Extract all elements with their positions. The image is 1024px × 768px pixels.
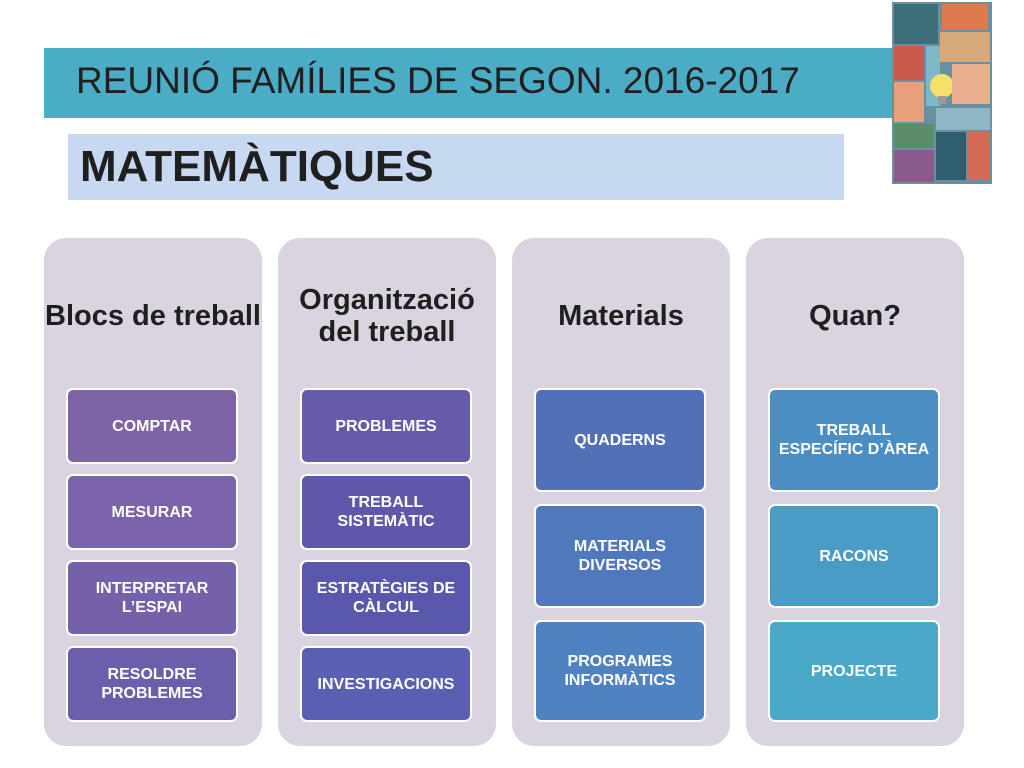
column-heading: Organització del treball: [299, 284, 475, 348]
item-quaderns: QUADERNS: [534, 388, 706, 492]
item-treball-especific-area: TREBALL ESPECÍFIC D’ÀREA: [768, 388, 940, 492]
column-heading: Materials: [558, 300, 684, 332]
item-racons: RACONS: [768, 504, 940, 608]
item-resoldre-problemes: RESOLDRE PROBLEMES: [66, 646, 238, 722]
item-problemes: PROBLEMES: [300, 388, 472, 464]
school-logo-image: [892, 2, 992, 184]
column-heading: Blocs de treball: [45, 300, 261, 332]
item-treball-sistematic: TREBALL SISTEMÀTIC: [300, 474, 472, 550]
column-materials: [512, 238, 730, 746]
column-blocs-de-treball: [44, 238, 262, 746]
column-heading: Quan?: [809, 300, 901, 332]
item-comptar: COMPTAR: [66, 388, 238, 464]
column-quan: [746, 238, 964, 746]
item-materials-diversos: MATERIALS DIVERSOS: [534, 504, 706, 608]
item-estrategies-de-calcul: ESTRATÈGIES DE CÀLCUL: [300, 560, 472, 636]
column-organitzacio-del-treball: [278, 238, 496, 746]
item-interpretar-espai: INTERPRETAR L’ESPAI: [66, 560, 238, 636]
page-title: REUNIÓ FAMÍLIES DE SEGON. 2016-2017: [76, 60, 800, 101]
item-investigacions: INVESTIGACIONS: [300, 646, 472, 722]
item-mesurar: MESURAR: [66, 474, 238, 550]
page-subtitle: MATEMÀTIQUES: [80, 142, 434, 191]
item-projecte: PROJECTE: [768, 620, 940, 722]
item-programes-informatics: PROGRAMES INFORMÀTICS: [534, 620, 706, 722]
